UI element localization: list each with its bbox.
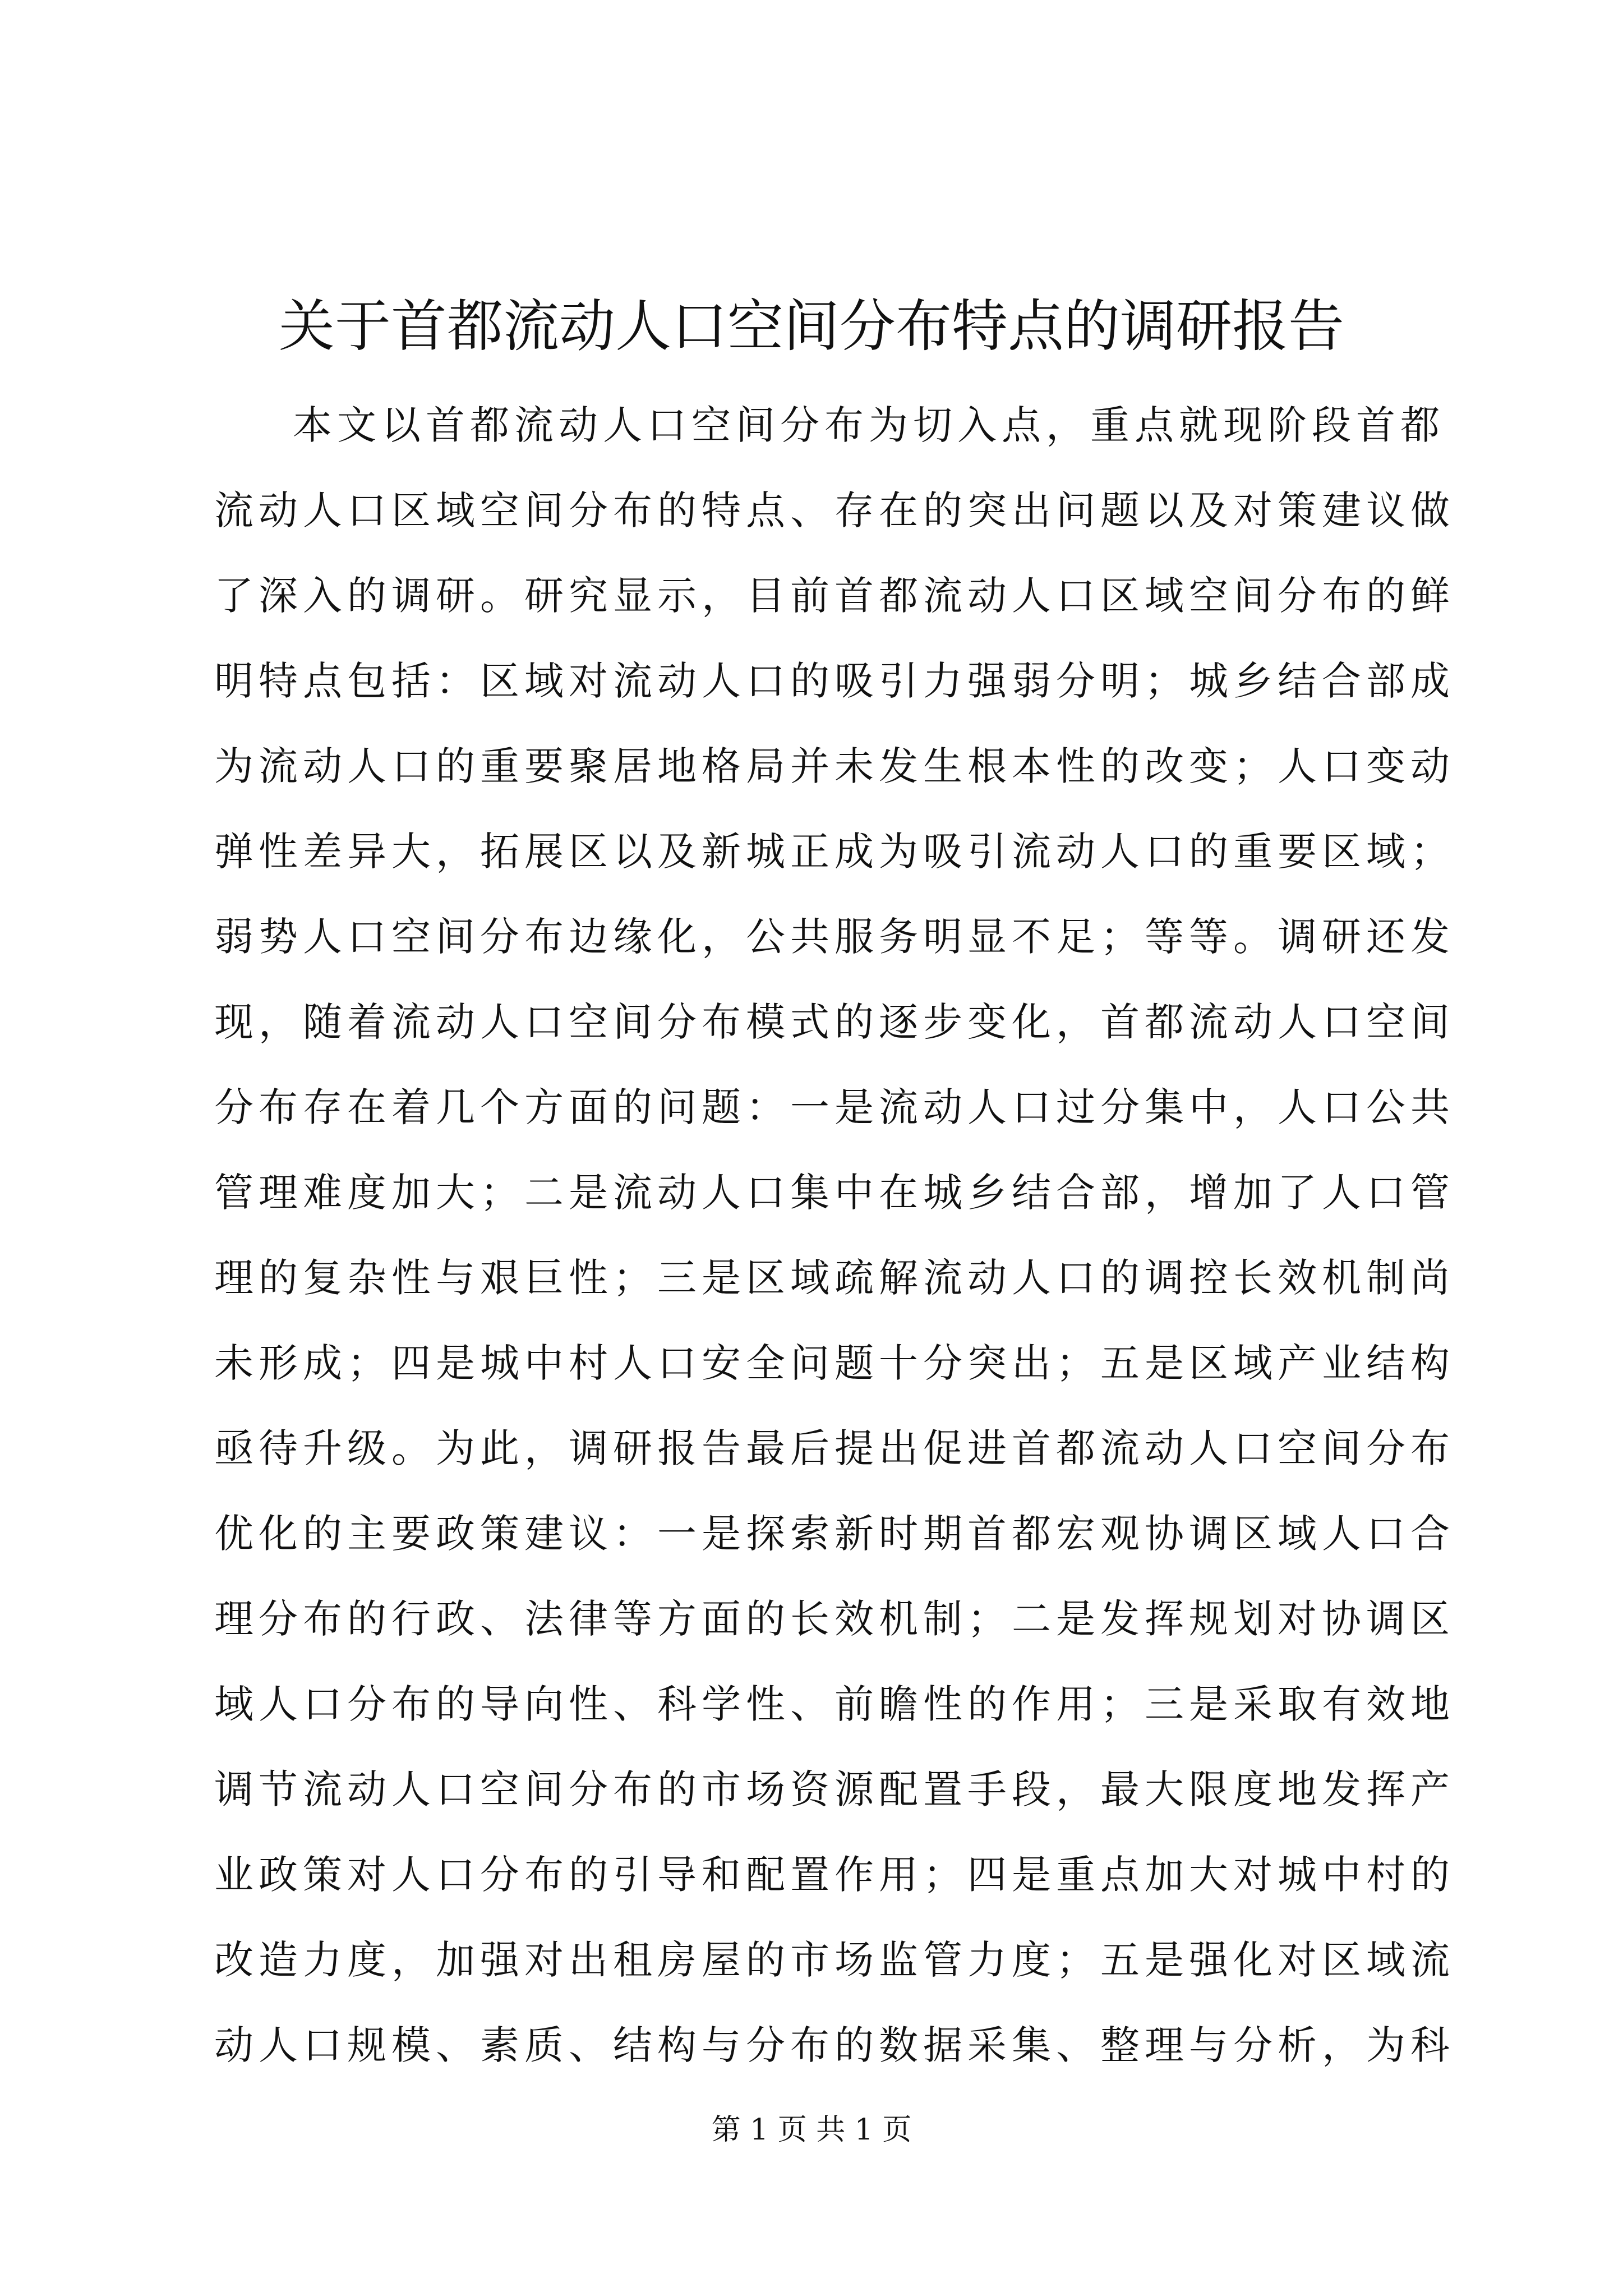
body-line: 管理难度加大；二是流动人口集中在城乡结合部，增加了人口管	[214, 1170, 1455, 1216]
body-line: 调节流动人口空间分布的市场资源配置手段，最大限度地发挥产	[214, 1766, 1455, 1812]
body-line: 理的复杂性与艰巨性；三是区域疏解流动人口的调控长效机制尚	[214, 1255, 1455, 1301]
body-line: 动人口规模、素质、结构与分布的数据采集、整理与分析，为科	[214, 2022, 1455, 2068]
body-line: 明特点包括：区域对流动人口的吸引力强弱分明；城乡结合部成	[214, 658, 1455, 704]
body-line: 域人口分布的导向性、科学性、前瞻性的作用；三是采取有效地	[214, 1681, 1455, 1727]
body-line: 弹性差异大，拓展区以及新城正成为吸引流动人口的重要区域；	[214, 829, 1455, 875]
document-body	[214, 383, 1455, 2088]
page-number-footer: 第 1 页 共 1 页	[711, 2113, 912, 2147]
body-line: 业政策对人口分布的引导和配置作用；四是重点加大对城中村的	[214, 1852, 1455, 1898]
body-line: 改造力度，加强对出租房屋的市场监管力度；五是强化对区域流	[214, 1937, 1455, 1983]
body-line: 理分布的行政、法律等方面的长效机制；二是发挥规划对协调区	[214, 1596, 1455, 1642]
document-title: 关于首都流动人口空间分布特点的调研报告	[279, 293, 1344, 359]
body-line: 未形成；四是城中村人口安全问题十分突出；五是区域产业结构	[214, 1340, 1455, 1386]
body-line: 本文以首都流动人口空间分布为切入点，重点就现阶段首都	[293, 402, 1445, 448]
body-line: 现，随着流动人口空间分布模式的逐步变化，首都流动人口空间	[214, 999, 1455, 1045]
body-line: 优化的主要政策建议：一是探索新时期首都宏观协调区域人口合	[214, 1511, 1455, 1557]
body-line: 流动人口区域空间分布的特点、存在的突出问题以及对策建议做	[214, 487, 1455, 533]
body-line: 弱势人口空间分布边缘化，公共服务明显不足；等等。调研还发	[214, 914, 1455, 960]
body-line: 亟待升级。为此，调研报告最后提出促进首都流动人口空间分布	[214, 1425, 1455, 1471]
body-line: 分布存在着几个方面的问题：一是流动人口过分集中，人口公共	[214, 1084, 1455, 1130]
body-line: 了深入的调研。研究显示，目前首都流动人口区域空间分布的鲜	[214, 573, 1455, 619]
body-line: 为流动人口的重要聚居地格局并未发生根本性的改变；人口变动	[214, 743, 1455, 789]
